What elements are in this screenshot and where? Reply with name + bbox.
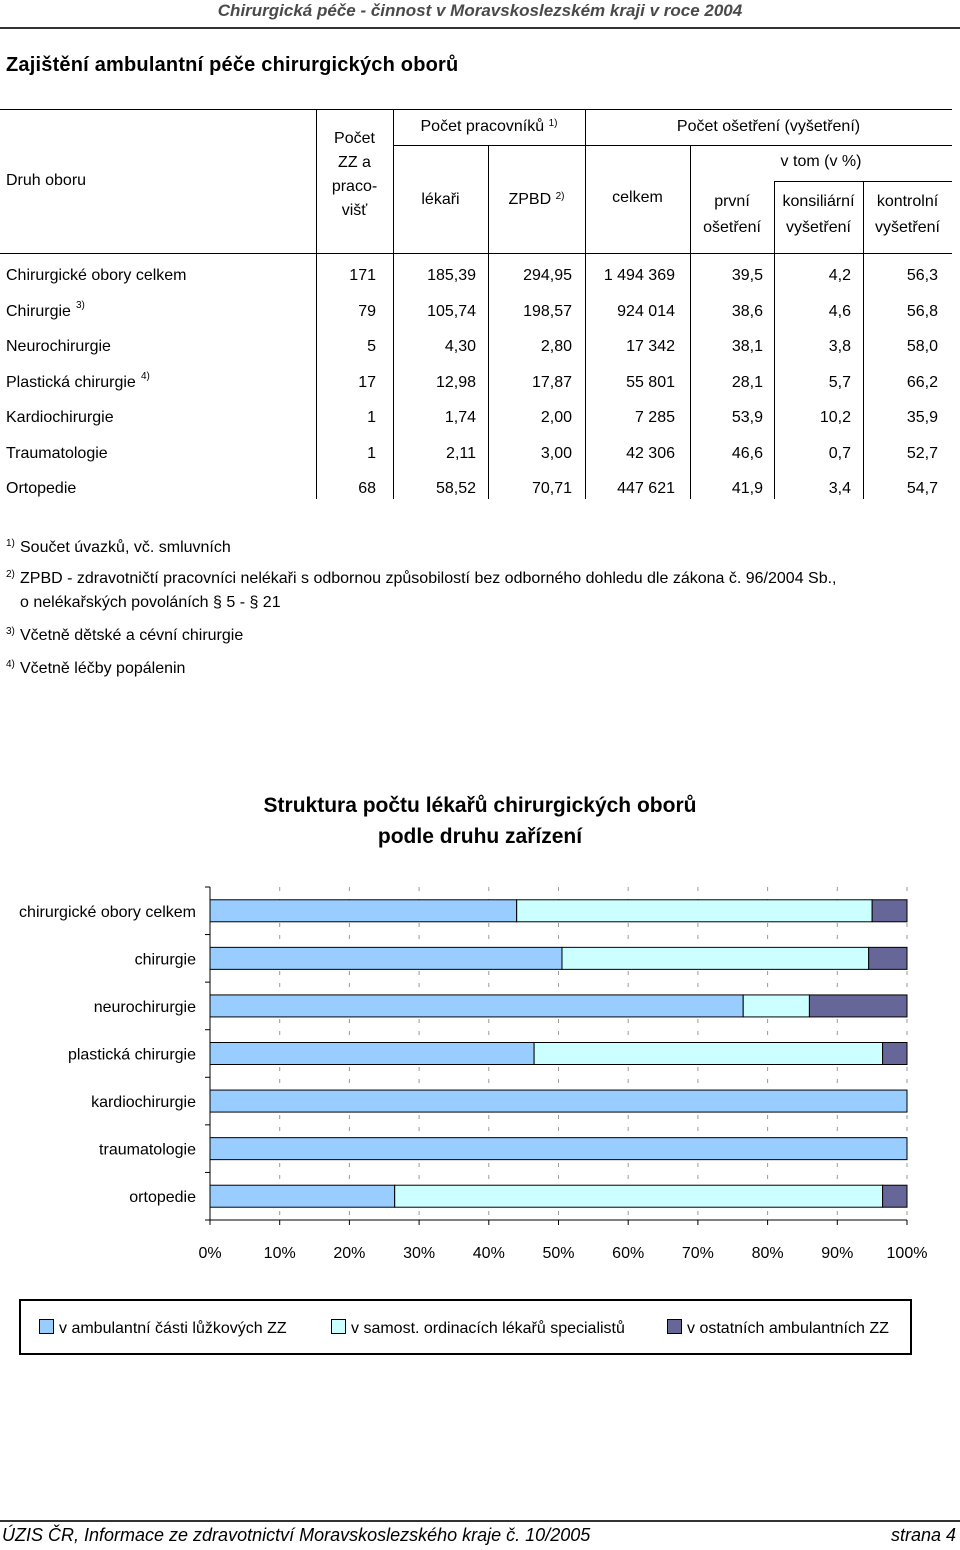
bar-segment [872,900,907,922]
cell-celkem: 7 285 [634,409,675,426]
table-vtom-line [774,181,952,182]
cell-zpbd: 3,00 [540,444,572,462]
header-konsiliarni: konsiliární vyšetření [782,193,855,236]
cell-kontr: 52,7 [906,444,938,462]
category-label: kardiochirurgie [91,1094,196,1112]
footnote: 3) Včetně dětské a cévní chirurgie [6,626,244,644]
x-tick-label: 50% [542,1245,575,1262]
cell-kons: 5,7 [828,373,851,391]
bar-segment [883,1043,907,1065]
cell-kons: 3,4 [828,480,851,497]
bar-segment [210,947,562,969]
bar-segment [534,1043,883,1065]
bar-segment [210,1185,395,1207]
cell-zz: 1 [367,444,376,462]
bar-segment [210,1138,907,1160]
cell-lek: 4,30 [444,338,476,355]
table-header-line-2 [690,145,952,146]
cell-kons: 4,6 [828,302,851,320]
header-prvni-osetreni: první ošetření [703,193,761,236]
document-header: Chirurgická péče - činnost v Moravskoslezském kraji v roce 2004 [217,1,743,20]
table-row [0,401,952,437]
cell-zz: 17 [358,373,376,391]
category-label: neurochirurgie [93,998,196,1016]
cell-kontr: 35,9 [906,409,938,426]
table-top-line [0,109,952,110]
cell-zz: 171 [349,267,376,284]
legend-item: v samost. ordinacích lékařů specialistů [331,1319,625,1337]
cell-kons: 3,8 [828,338,851,355]
bar-segment [743,995,809,1017]
bar-segment [809,995,907,1017]
row-label: Chirurgie [6,302,71,320]
x-tick-label: 90% [821,1245,854,1262]
table-row [0,437,952,473]
header-v-tom: v tom (v %) [780,153,862,170]
cell-kons: 10,2 [819,409,851,426]
row-label: Plastická chirurgie [6,373,136,391]
x-tick-label: 0% [198,1245,222,1262]
row-label: Ortopedie [6,480,77,497]
legend-swatch-navy [667,1319,682,1334]
cell-kontr: 58,0 [906,338,938,355]
cell-prvni: 39,5 [731,267,763,284]
cell-celkem: 55 801 [626,373,675,391]
bar-segment [562,947,869,969]
cell-prvni: 53,9 [731,409,763,426]
bar-segment [869,947,907,969]
cell-zz: 79 [358,302,376,320]
cell-prvni: 41,9 [731,480,763,497]
bar-segment [210,995,743,1017]
category-label: chirurgie [134,951,196,969]
footnote: 2) ZPBD - zdravotničtí pracovníci nelékaři s odbornou způsobilostí bez odborného dohledu dle zákona č. 96/2004 Sb., o nelékařských povoláních § 5 - § 21 [6,569,837,611]
x-tick-label: 40% [472,1245,505,1262]
cell-prvni: 46,6 [731,444,763,462]
bar-segment [210,1090,907,1112]
cell-celkem: 42 306 [626,444,675,462]
chart-legend [19,1299,912,1355]
header-lekari: lékaři [421,191,460,208]
header-pocet-pracovniku: Počet pracovníků $^{1)}$ [420,118,558,135]
footnote: 4) Včetně léčby popálenin [6,659,186,677]
category-label: traumatologie [99,1141,196,1159]
cell-lek: 105,74 [427,302,476,320]
cell-zpbd: 198,57 [523,302,572,320]
header-druh-oboru: Druh oboru [6,172,87,189]
section-title: Zajištění ambulantní péče chirurgických oborů [6,54,459,76]
x-tick-label: 80% [751,1245,784,1262]
cell-zpbd: 2,80 [540,338,572,355]
category-label: plastická chirurgie [67,1046,196,1064]
legend-swatch-lightblue [39,1319,54,1334]
page-number: strana 4 [890,1525,956,1545]
cell-zz: 1 [367,409,376,426]
x-tick-label: 20% [333,1245,366,1262]
table-header-bottom-line [0,253,952,254]
category-label: ortopedie [129,1189,196,1207]
cell-zpbd: 17,87 [531,373,572,391]
cell-zz: 68 [358,480,376,497]
cell-kons: 0,7 [828,444,851,462]
bar-segment [210,900,517,922]
row-label: Neurochirurgie [6,338,111,355]
header-celkem: celkem [612,189,663,206]
footnote: 1) Součet úvazků, vč. smluvních [6,538,231,556]
cell-kontr: 56,8 [906,302,938,320]
row-label: Traumatologie [6,444,108,462]
cell-zz: 5 [367,338,376,355]
cell-lek: 1,74 [444,409,476,426]
cell-zpbd: 70,71 [531,480,572,497]
row-footnote-ref: 3) [76,299,85,311]
cell-celkem: 17 342 [626,338,675,355]
table-row [0,295,952,331]
footer-source: ÚZIS ČR, Informace ze zdravotnictví Moravskoslezského kraje č. 10/2005 [2,1525,591,1545]
cell-kontr: 54,7 [906,480,938,497]
bar-segment [395,1185,883,1207]
cell-celkem: 1 494 369 [603,267,675,284]
cell-kontr: 56,3 [906,267,938,284]
category-label: chirurgické obory celkem [19,903,196,921]
cell-celkem: 447 621 [617,480,675,497]
row-label: Chirurgické obory celkem [6,267,187,284]
table-row [0,259,952,295]
cell-lek: 185,39 [427,267,476,284]
x-tick-label: 100% [886,1245,928,1262]
cell-lek: 58,52 [435,480,476,497]
cell-zpbd: 294,95 [523,267,572,284]
header-pocet-zz: Počet ZZ a praco- višť [331,130,378,219]
table-row [0,366,952,402]
x-tick-label: 60% [612,1245,645,1262]
bar-segment [883,1185,907,1207]
legend-item: v ambulantní části lůžkových ZZ [39,1319,287,1337]
footnotes [6,538,837,692]
bar-segment [517,900,872,922]
x-tick-label: 30% [403,1245,436,1262]
cell-prvni: 28,1 [731,373,763,391]
cell-kons: 4,2 [828,267,851,284]
row-footnote-ref: 4) [141,370,150,382]
table-row [0,472,952,508]
table-row [0,330,952,366]
legend-swatch-cyan [331,1319,346,1334]
bar-segment [210,1043,534,1065]
cell-prvni: 38,6 [731,302,763,320]
cell-celkem: 924 014 [617,302,675,320]
footer-rule [0,1520,960,1522]
x-tick-label: 10% [263,1245,296,1262]
x-tick-label: 70% [681,1245,714,1262]
cell-prvni: 38,1 [731,338,763,355]
chart-title: Struktura počtu lékařů chirurgických oborů podle druhu zařízení [263,794,697,848]
header-rule [0,27,960,29]
header-zpbd: ZPBD $^{2)}$ [508,191,565,208]
cell-kontr: 66,2 [906,373,938,391]
cell-lek: 12,98 [435,373,476,391]
row-label: Kardiochirurgie [6,409,114,426]
header-pocet-osetreni: Počet ošetření (vyšetření) [676,118,861,135]
cell-zpbd: 2,00 [540,409,572,426]
cell-lek: 2,11 [446,444,476,462]
legend-item: v ostatních ambulantních ZZ [667,1319,889,1337]
header-kontrolni: kontrolní vyšetření [875,193,940,236]
